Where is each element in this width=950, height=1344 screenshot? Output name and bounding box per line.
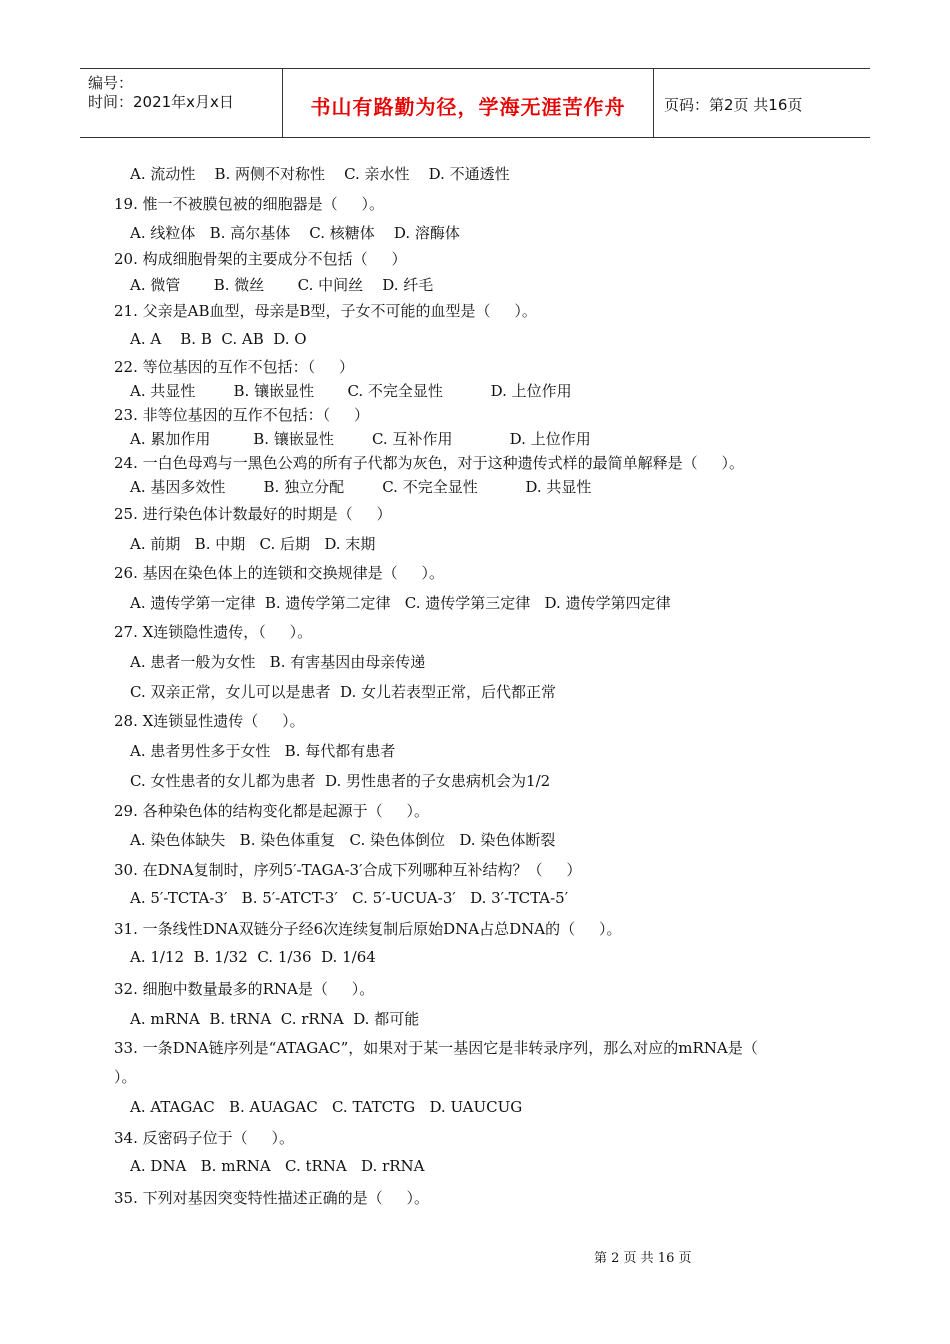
- question-line: 22. 等位基因的互作不包括：（ ）: [114, 358, 354, 376]
- header-left-cell: [80, 69, 283, 137]
- options-line: A. 基因多效性 B. 独立分配 C. 不完全显性 D. 共显性: [130, 478, 592, 496]
- options-line: A. 线粒体 B. 高尔基体 C. 核糖体 D. 溶酶体: [130, 224, 460, 242]
- options-line: A. 共显性 B. 镶嵌显性 C. 不完全显性 D. 上位作用: [130, 382, 572, 400]
- motto: 书山有路勤为径，学海无涯苦作舟: [310, 95, 626, 119]
- options-line: A. 前期 B. 中期 C. 后期 D. 末期: [130, 535, 376, 553]
- number-label: 编号：: [88, 74, 134, 92]
- question-line: 34. 反密码子位于（ ）。: [114, 1129, 294, 1147]
- options-line: A. 1/12 B. 1/32 C. 1/36 D. 1/64: [130, 948, 376, 966]
- question-line: 26. 基因在染色体上的连锁和交换规律是（ ）。: [114, 564, 444, 582]
- question-line: 33. 一条DNA链序列是“ATAGAC”，如果对于某一基因它是非转录序列，那么对应的mRNA是（: [114, 1039, 758, 1057]
- options-line: A. ATAGAC B. AUAGAC C. TATCTG D. UAUCUG: [130, 1098, 523, 1116]
- question-line: 19. 惟一不被膜包被的细胞器是（ ）。: [114, 195, 384, 213]
- date-label: 时间：2021年x月x日: [88, 93, 234, 111]
- options-line: A. 累加作用 B. 镶嵌显性 C. 互补作用 D. 上位作用: [130, 430, 591, 448]
- options-line: A. DNA B. mRNA C. tRNA D. rRNA: [130, 1157, 425, 1175]
- options-line: A. 染色体缺失 B. 染色体重复 C. 染色体倒位 D. 染色体断裂: [130, 831, 556, 849]
- options-line: A. A B. B C. AB D. O: [130, 330, 307, 348]
- question-line: 31. 一条线性DNA双链分子经6次连续复制后原始DNA占总DNA的（ ）。: [114, 920, 622, 938]
- question-line: 30. 在DNA复制时，序列5′-TAGA-3′合成下列哪种互补结构？（ ）: [114, 861, 582, 879]
- header-motto-cell: [283, 69, 654, 137]
- question-line: 25. 进行染色体计数最好的时期是（ ）: [114, 505, 392, 523]
- page-header: [80, 68, 870, 138]
- question-line: 27. X连锁隐性遗传，（ ）。: [114, 623, 313, 641]
- options-line: A. 5′-TCTA-3′ B. 5′-ATCT-3′ C. 5′-UCUA-3′ D. 3′-TCTA-5′: [130, 889, 569, 907]
- question-line: 20. 构成细胞骨架的主要成分不包括（ ）: [114, 250, 407, 268]
- options-line: C. 女性患者的女儿都为患者 D. 男性患者的子女患病机会为1/2: [130, 772, 551, 790]
- options-line: A. 流动性 B. 两侧不对称性 C. 亲水性 D. 不通透性: [130, 165, 510, 183]
- options-line: A. 遗传学第一定律 B. 遗传学第二定律 C. 遗传学第三定律 D. 遗传学第四定律: [130, 594, 671, 612]
- options-line: A. 患者男性多于女性 B. 每代都有患者: [130, 742, 396, 760]
- question-line: 23. 非等位基因的互作不包括：（ ）: [114, 406, 369, 424]
- question-line: 32. 细胞中数量最多的RNA是（ ）。: [114, 980, 375, 998]
- options-line: A. 微管 B. 微丝 C. 中间丝 D. 纤毛: [130, 276, 434, 294]
- options-line: C. 双亲正常，女儿可以是患者 D. 女儿若表型正常，后代都正常: [130, 683, 557, 701]
- question-line: 28. X连锁显性遗传（ ）。: [114, 712, 305, 730]
- header-page-cell: [654, 69, 870, 137]
- footer-page-number: 第 2 页 共 16 页: [594, 1251, 692, 1266]
- question-line: 35. 下列对基因突变特性描述正确的是（ ）。: [114, 1189, 429, 1207]
- question-line: 24. 一白色母鸡与一黑色公鸡的所有子代都为灰色，对于这种遗传式样的最简单解释是（ ）。: [114, 454, 744, 472]
- page-code: 页码：第2页 共16页: [664, 96, 803, 114]
- options-line: A. mRNA B. tRNA C. rRNA D. 都可能: [130, 1010, 420, 1028]
- options-line: A. 患者一般为女性 B. 有害基因由母亲传递: [130, 653, 426, 671]
- question-line: 29. 各种染色体的结构变化都是起源于（ ）。: [114, 802, 429, 820]
- question-line: 21. 父亲是AB血型，母亲是B型，子女不可能的血型是（ ）。: [114, 302, 537, 320]
- question-line-continued: ）。: [114, 1068, 137, 1086]
